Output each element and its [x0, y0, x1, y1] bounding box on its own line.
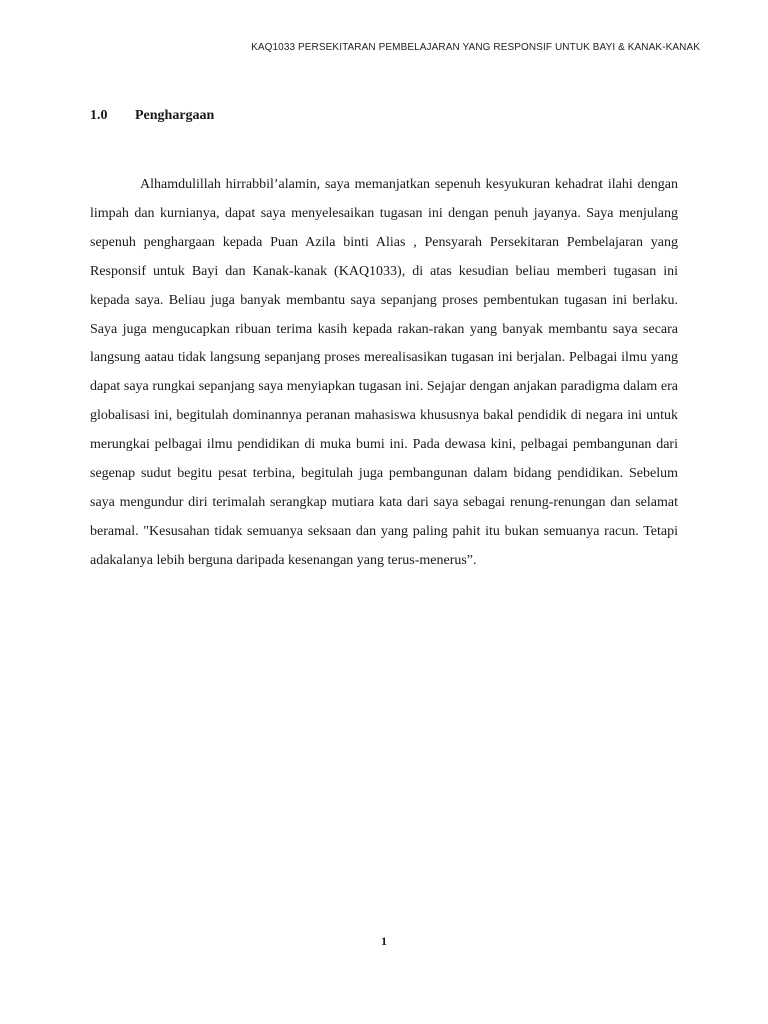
- running-header: KAQ1033 PERSEKITARAN PEMBELAJARAN YANG RESPONSIF UNTUK BAYI & KANAK-KANAK: [251, 42, 700, 53]
- acknowledgement-paragraph: Alhamdulillah hirrabbil’alamin, saya memanjatkan sepenuh kesyukuran kehadrat ilahi dengan limpah dan kurnianya, dapat saya menyelesaikan tugasan ini dengan penuh jayanya. Saya menjulang sepenuh penghargaan kepada Puan Azila binti Alias , Pensyarah Persekitaran Pembelajaran yang Responsif untuk Bayi dan Kanak-kanak (KAQ1033), di atas kesudian beliau memberi tugasan ini kepada saya. Beliau juga banyak membantu saya sepanjang proses pembentukan tugasan ini berlaku. Saya juga mengucapkan ribuan terima kasih kepada rakan-rakan yang banyak membantu saya secara langsung aatau tidak langsung sepanjang proses merealisasikan tugasan ini berjalan. Pelbagai ilmu yang dapat saya rungkai sepanjang saya menyiapkan tugasan ini. Sejajar dengan anjakan paradigma dalam era globalisasi ini, begitulah dominannya peranan mahasiswa khususnya bakal pendidik di negara ini untuk merungkai pelbagai ilmu pendidikan di muka bumi ini. Pada dewasa kini, pelbagai pembangunan dari segenap sudut begitu pesat terbina, begitulah juga pembangunan dalam bidang pendidikan. Sebelum saya mengundur diri terimalah serangkap mutiara kata dari saya sebagai renung-renungan dan selamat beramal. "Kesusahan tidak semuanya seksaan dan yang paling pahit itu bukan semuanya racun. Tetapi adakalanya lebih berguna daripada kesenangan yang terus-menerus”.: [90, 177, 678, 568]
- section-title: Penghargaan: [135, 108, 215, 123]
- section-heading: [90, 108, 214, 124]
- section-number: 1.0: [90, 108, 108, 123]
- page-number: 1: [381, 934, 387, 948]
